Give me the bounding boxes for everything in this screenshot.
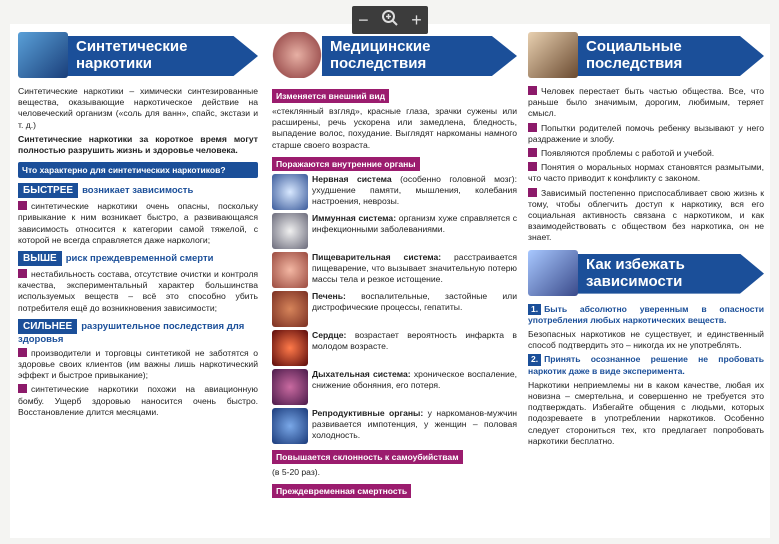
organ-name: Пищеварительная система: — [312, 251, 442, 262]
para-stronger-1 — [18, 348, 258, 382]
tip-1-text: Безопасных наркотиков не существует, и единственный способ подтвердить это – никогда их не употреблять. — [528, 329, 764, 351]
section-faster — [18, 183, 258, 198]
social-item-text: Понятия о моральных нормах становятся размытыми, что часто приводит к конфликту с законом. — [528, 162, 764, 184]
appearance-text: «стеклянный взгляд», красные глаза, зрачки сужены или расширены, речь ускорена или замедлена, бледность, выпадение волос, похудание. Выглядят наркоманы намного старше своего возраста. — [272, 106, 517, 150]
section-stronger — [18, 319, 258, 345]
social-item — [528, 188, 764, 244]
section-title: Как избежать зависимости — [586, 255, 685, 290]
molecule-image — [18, 32, 68, 78]
organ-name: Репродуктивные органы: — [312, 407, 424, 418]
hands-image — [528, 250, 578, 296]
zoom-toolbar — [352, 6, 428, 34]
section-title: Социальные последствия — [586, 38, 683, 72]
para-faster-text: синтетические наркотики очень опасны, поскольку привыкание к ним возникает быстро, а развивающаяся зависимость относится к категории самой тяжелой, с которой не всегда справляется даже наркологи; — [18, 201, 258, 245]
para-stronger-1-text: производители и торговцы синтетикой не заботятся о здоровье своих клиентов (им важны лишь наркотический эффект и быстрое привыкание); — [18, 347, 258, 381]
section-higher — [18, 251, 258, 266]
section-faster-rest: возникает зависимость — [82, 185, 194, 197]
bullet-icon — [18, 269, 27, 278]
organ-name: Иммунная система: — [312, 212, 397, 223]
bullet-icon — [528, 188, 537, 197]
column-medical — [272, 32, 517, 501]
lungs-image — [272, 32, 322, 78]
para-stronger-2 — [18, 384, 258, 418]
lungs-icon — [272, 369, 308, 405]
organ-respiratory — [272, 369, 517, 405]
stomach-icon — [272, 252, 308, 288]
tip-head: Принять осознанное решение не пробовать наркотик даже в виде эксперимента. — [528, 354, 764, 376]
bullet-icon — [528, 162, 537, 171]
bullet-icon — [18, 384, 27, 393]
bullet-icon — [18, 201, 27, 210]
organ-liver — [272, 291, 517, 327]
section-title: Медицинские последствия — [330, 38, 431, 72]
appearance-label: Изменяется внешний вид — [272, 89, 389, 103]
organ-reproductive — [272, 408, 517, 444]
people-photo — [528, 32, 578, 78]
question-bar: Что характерно для синтетических наркотиков? — [18, 162, 258, 178]
organ-text: у наркоманов-мужчин развивается импотенция, у женщин – половая холодность. — [312, 407, 518, 441]
column-synthetic-drugs — [18, 32, 258, 421]
bullet-icon — [18, 348, 27, 357]
zoom-plus-button[interactable]: + — [411, 9, 422, 30]
zoom-in-icon[interactable] — [381, 9, 399, 32]
organ-heart — [272, 330, 517, 366]
header-avoid — [528, 250, 764, 298]
organ-immune — [272, 213, 517, 249]
bullet-icon — [528, 86, 537, 95]
tag-stronger: СИЛЬНЕЕ — [18, 319, 77, 334]
suicide-note: (в 5-20 раз). — [272, 466, 321, 477]
bullet-icon — [528, 148, 537, 157]
tip-2-text: Наркотики неприемлемы ни в каком качестве, любая их новизна – смертельна, и совершенно не требуется это подтверждать. Избегайте общения с людьми, которых подозреваете в употреблении наркотиков. Особенно следует сторониться тех, кто предлагает попробовать наркотики бесплатно. — [528, 379, 764, 446]
header-synthetic — [18, 32, 258, 80]
para-faster — [18, 201, 258, 246]
social-item — [528, 162, 764, 184]
organs-label: Поражаются внутренние органы — [272, 157, 420, 171]
warning-text: Синтетические наркотики за короткое время могут полностью разрушить жизнь и здоровье человека. — [18, 133, 258, 156]
social-item-text: Попытки родителей помочь ребенку вызывают у него раздражение и злобу. — [528, 122, 764, 144]
para-higher-text: нестабильность состава, отсутствие очистки и контроля качества, экспериментальный характер большинства используемых веществ – всё это способно убить потребителя ещё до возникновения зависимости; — [18, 269, 258, 313]
column-social — [528, 32, 764, 450]
organ-digestive — [272, 252, 517, 288]
section-stronger-rest: разрушительное последствия для здоровья — [18, 320, 245, 345]
social-item-text: Зависимый постепенно приспосабливает свою жизнь к тому, чтобы облегчить доступ к наркотику, вся его социальная активность связана с наркотиком, и как взаимодействовать с обществом без наркотика, он не знает. — [528, 187, 764, 243]
organ-text: расстраивается пищеварение, что вызывает значительную потерю массы тела и резкое истощение. — [312, 251, 517, 285]
suicide-label: Повышается склонность к самоубийствам — [272, 450, 463, 464]
zoom-out-button[interactable]: − — [358, 9, 369, 30]
organ-text: возрастает вероятность инфаркта в молодом возрасте. — [312, 329, 517, 352]
liver-icon — [272, 291, 308, 327]
tip-1-head — [528, 304, 764, 326]
reproductive-icon — [272, 408, 308, 444]
tip-number: 2. — [528, 354, 541, 365]
organ-text: воспалительные, застойные или дистрофические процессы, гепатиты. — [312, 290, 517, 313]
brochure-page — [10, 24, 770, 538]
para-higher — [18, 269, 258, 314]
organ-text: (особенно головной мозг): ухудшение памяти, мышления, колебания настроения, неврозы. — [312, 173, 518, 207]
intro-text: Синтетические наркотики – химически синтезированные вещества, оказывающие наркотическое действие на человеческий организм («соль для ванн», спайс, экстази и т. д.) — [18, 86, 258, 130]
tip-head: Быть абсолютно уверенным в опасности употребления любых наркотических веществ. — [528, 303, 764, 325]
social-item — [528, 123, 764, 145]
section-title: Синтетические наркотики — [76, 38, 188, 72]
social-item-text: Появляются проблемы с работой и учебой. — [541, 148, 715, 159]
para-stronger-2-text: синтетические наркотики похожи на авиационную бомбу. Ущерб здоровью наносится очень быстро. Восстановление длится месяцами. — [18, 384, 258, 417]
social-item — [528, 86, 764, 120]
header-medical — [272, 32, 517, 80]
heart-icon — [272, 330, 308, 366]
organ-nervous — [272, 174, 517, 210]
tag-faster: БЫСТРЕЕ — [18, 183, 78, 198]
tip-2-head — [528, 354, 764, 376]
bullet-icon — [528, 123, 537, 132]
death-label: Преждевременная смертность — [272, 484, 411, 498]
organ-text: организм хуже справляется с инфекционными заболеваниями. — [312, 212, 517, 235]
tag-higher: ВЫШЕ — [18, 251, 62, 266]
organ-name: Дыхательная система: — [312, 368, 411, 379]
immune-icon — [272, 213, 308, 249]
organ-text: хроническое воспаление, снижение обоняния, его потеря. — [312, 368, 517, 391]
section-higher-rest: риск преждевременной смерти — [65, 253, 214, 265]
brain-icon — [272, 174, 308, 210]
social-item — [528, 148, 764, 159]
organ-name: Нервная система — [312, 173, 392, 184]
tip-number: 1. — [528, 304, 541, 315]
social-item-text: Человек перестает быть частью общества. Все, что раньше было значимым, дорогим, любимым, теряет смысл. — [528, 86, 764, 119]
header-social — [528, 32, 764, 80]
organ-name: Печень: — [312, 290, 346, 301]
organ-name: Сердце: — [312, 329, 347, 340]
